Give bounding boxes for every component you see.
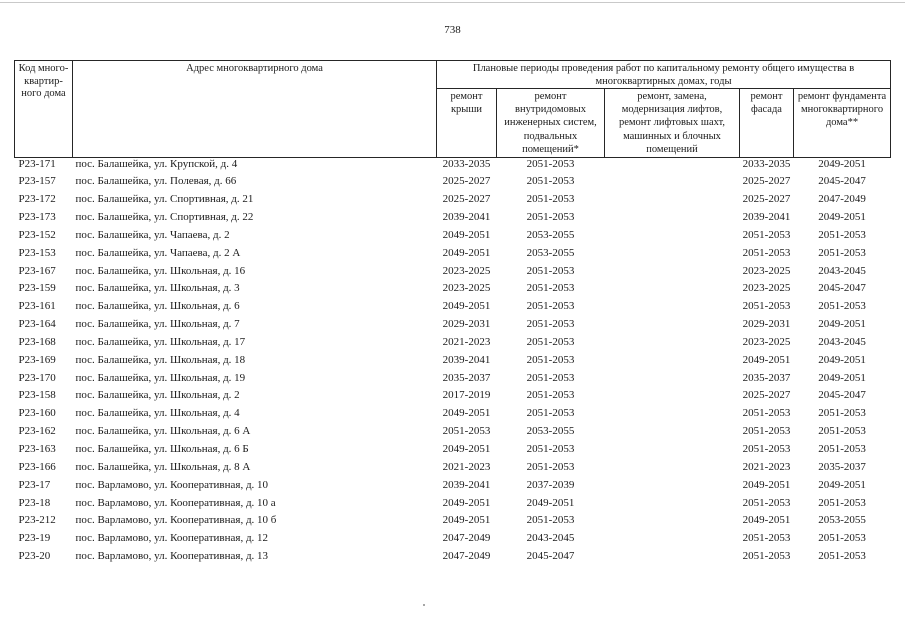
- cell-elevators: [605, 425, 740, 443]
- cell-foundation: 2051-2053: [818, 407, 866, 420]
- table-body: [15, 158, 891, 568]
- header-line: ремонт: [450, 91, 483, 102]
- cell-roof: 2049-2051: [442, 246, 491, 259]
- cell-elevators: [605, 300, 740, 318]
- cell-facade: 2021-2023: [742, 460, 791, 473]
- table-row: [15, 354, 891, 372]
- cell-systems: 2051-2053: [526, 460, 575, 473]
- cell-roof: 2047-2049: [442, 550, 491, 563]
- cell-code: P23-169: [18, 353, 56, 366]
- table-row: [15, 158, 891, 176]
- cell-address: пос. Балашейка, ул. Школьная, д. 6 Б: [75, 443, 249, 455]
- cell-foundation: 2045-2047: [818, 175, 866, 188]
- cell-foundation: 2047-2049: [818, 193, 866, 206]
- cell-facade: 2051-2053: [742, 425, 791, 438]
- header-line: многоквартирных домах, годы: [595, 75, 732, 87]
- cell-elevators: [605, 265, 740, 283]
- cell-roof: 2039-2041: [442, 211, 491, 224]
- cell-foundation: 2051-2053: [818, 532, 866, 545]
- cell-roof: 2033-2035: [442, 158, 491, 170]
- cell-address: пос. Балашейка, ул. Школьная, д. 19: [75, 371, 246, 384]
- header-line: крыши: [450, 104, 483, 116]
- cell-elevators: [605, 514, 740, 532]
- cell-facade: 2023-2025: [742, 264, 791, 277]
- cell-systems: 2051-2053: [526, 318, 575, 331]
- header-line: помещений: [646, 143, 698, 155]
- header-line: квартир-: [24, 75, 63, 87]
- cell-code: P23-168: [18, 335, 56, 348]
- cell-code: P23-17: [18, 478, 51, 491]
- header-line: модернизация лифтов,: [621, 104, 723, 116]
- cell-elevators: [605, 497, 740, 515]
- header-row: [15, 61, 891, 89]
- header-line: помещений*: [522, 143, 579, 155]
- cell-address: пос. Варламово, ул. Кооперативная, д. 10: [75, 478, 269, 491]
- header-line: ремонт: [534, 91, 567, 102]
- cell-roof: 2039-2041: [442, 478, 491, 491]
- cell-systems: 2051-2053: [526, 158, 575, 170]
- cell-facade: 2039-2041: [742, 211, 791, 224]
- header-line: Плановые периоды проведения работ по капитальному ремонту общего имущества в: [472, 63, 855, 74]
- cell-foundation: 2051-2053: [818, 425, 866, 438]
- cell-address: пос. Балашейка, ул. Школьная, д. 8 А: [75, 460, 251, 473]
- cell-roof: 2035-2037: [442, 371, 491, 384]
- cell-code: P23-152: [18, 228, 56, 241]
- cell-code: P23-159: [18, 282, 56, 295]
- cell-facade: 2051-2053: [742, 300, 791, 313]
- cell-elevators: [605, 211, 740, 229]
- cell-code: P23-20: [18, 550, 51, 563]
- table-row: [15, 389, 891, 407]
- cell-facade: 2051-2053: [742, 532, 791, 545]
- table-row: [15, 372, 891, 390]
- cell-code: P23-164: [18, 318, 56, 331]
- cell-roof: 2021-2023: [442, 460, 491, 473]
- cell-code: P23-172: [18, 193, 56, 206]
- page-number: 738: [444, 24, 461, 36]
- cell-systems: 2051-2053: [526, 335, 575, 348]
- header-line: дома**: [825, 117, 859, 129]
- cell-facade: 2051-2053: [742, 228, 791, 241]
- cell-elevators: [605, 461, 740, 479]
- header-line: ремонт, замена,: [637, 91, 707, 102]
- cell-elevators: [605, 389, 740, 407]
- cell-foundation: 2049-2051: [818, 158, 866, 170]
- table-row: [15, 175, 891, 193]
- cell-roof: 2047-2049: [442, 532, 491, 545]
- cell-foundation: 2053-2055: [818, 514, 866, 527]
- cell-systems: 2051-2053: [526, 389, 575, 402]
- header-line: ного дома: [21, 88, 66, 99]
- cell-elevators: [605, 318, 740, 336]
- cell-code: P23-19: [18, 532, 51, 545]
- header-line: ремонт фундамента: [797, 91, 887, 102]
- cell-elevators: [605, 158, 740, 176]
- cell-facade: 2025-2027: [742, 193, 791, 206]
- table-row: [15, 282, 891, 300]
- cell-foundation: 2049-2051: [818, 478, 866, 491]
- cell-systems: 2037-2039: [526, 478, 575, 491]
- cell-facade: 2051-2053: [742, 443, 791, 455]
- cell-address: пос. Варламово, ул. Кооперативная, д. 13: [75, 550, 269, 563]
- cell-facade: 2033-2035: [742, 158, 791, 170]
- cell-facade: 2025-2027: [742, 175, 791, 188]
- cell-code: P23-157: [18, 175, 56, 188]
- cell-facade: 2049-2051: [742, 478, 791, 491]
- cell-systems: 2051-2053: [526, 175, 575, 188]
- cell-elevators: [605, 407, 740, 425]
- header-foundation-repair: [794, 89, 891, 158]
- table-row: [15, 407, 891, 425]
- table-row: [15, 425, 891, 443]
- cell-foundation: 2049-2051: [818, 371, 866, 384]
- header-roof-repair: [437, 89, 497, 158]
- cell-roof: 2021-2023: [442, 335, 491, 348]
- cell-code: P23-212: [18, 514, 56, 527]
- cell-foundation: 2049-2051: [818, 353, 866, 366]
- cell-foundation: 2051-2053: [818, 300, 866, 313]
- cell-address: пос. Балашейка, ул. Спортивная, д. 22: [75, 211, 254, 224]
- cell-code: P23-173: [18, 211, 56, 224]
- scan-edge-line: [0, 2, 905, 3]
- cell-roof: 2049-2051: [442, 496, 491, 509]
- cell-foundation: 2035-2037: [818, 460, 866, 473]
- table-row: [15, 550, 891, 568]
- cell-systems: 2051-2053: [526, 282, 575, 295]
- cell-code: P23-171: [18, 158, 56, 170]
- cell-elevators: [605, 229, 740, 247]
- cell-roof: 2039-2041: [442, 353, 491, 366]
- cell-roof: 2049-2051: [442, 228, 491, 241]
- cell-systems: 2051-2053: [526, 193, 575, 206]
- cell-systems: 2053-2055: [526, 425, 575, 438]
- header-building-code: [15, 61, 73, 158]
- cell-code: P23-161: [18, 300, 56, 313]
- capital-repair-schedule-table: [14, 60, 891, 568]
- cell-systems: 2051-2053: [526, 300, 575, 313]
- header-systems-repair: [497, 89, 605, 158]
- cell-facade: 2049-2051: [742, 514, 791, 527]
- cell-systems: 2051-2053: [526, 353, 575, 366]
- cell-code: P23-18: [18, 496, 51, 509]
- cell-foundation: 2051-2053: [818, 443, 866, 455]
- cell-foundation: 2045-2047: [818, 282, 866, 295]
- cell-roof: 2049-2051: [442, 443, 491, 455]
- header-line: подвальных: [523, 130, 578, 142]
- cell-foundation: 2045-2047: [818, 389, 866, 402]
- cell-address: пос. Балашейка, ул. Школьная, д. 16: [75, 264, 246, 277]
- header-address: Адрес многоквартирного дома: [73, 61, 437, 158]
- cell-systems: 2049-2051: [526, 496, 575, 509]
- cell-address: пос. Варламово, ул. Кооперативная, д. 10 б: [75, 514, 277, 527]
- scan-speck: [423, 604, 425, 606]
- cell-roof: 2023-2025: [442, 264, 491, 277]
- header-line: фасада: [751, 104, 782, 116]
- cell-roof: 2023-2025: [442, 282, 491, 295]
- cell-systems: 2051-2053: [526, 264, 575, 277]
- cell-address: пос. Балашейка, ул. Спортивная, д. 21: [75, 193, 254, 206]
- cell-systems: 2051-2053: [526, 407, 575, 420]
- header-line: Код много-: [18, 63, 69, 74]
- cell-foundation: 2043-2045: [818, 335, 866, 348]
- cell-roof: 2049-2051: [442, 514, 491, 527]
- cell-facade: 2051-2053: [742, 496, 791, 509]
- cell-facade: 2025-2027: [742, 389, 791, 402]
- cell-elevators: [605, 532, 740, 550]
- table-row: [15, 247, 891, 265]
- cell-roof: 2025-2027: [442, 175, 491, 188]
- cell-address: пос. Балашейка, ул. Школьная, д. 6 А: [75, 425, 251, 438]
- cell-roof: 2017-2019: [442, 389, 491, 402]
- table-row: [15, 336, 891, 354]
- cell-roof: 2029-2031: [442, 318, 491, 331]
- cell-address: пос. Балашейка, ул. Школьная, д. 18: [75, 353, 246, 366]
- cell-foundation: 2051-2053: [818, 550, 866, 563]
- cell-code: P23-162: [18, 425, 56, 438]
- cell-facade: 2023-2025: [742, 282, 791, 295]
- table-row: [15, 461, 891, 479]
- cell-roof: 2049-2051: [442, 300, 491, 313]
- cell-address: пос. Балашейка, ул. Крупской, д. 4: [75, 158, 238, 170]
- cell-elevators: [605, 193, 740, 211]
- cell-facade: 2051-2053: [742, 407, 791, 420]
- cell-foundation: 2049-2051: [818, 211, 866, 224]
- table-row: [15, 300, 891, 318]
- table-row: [15, 479, 891, 497]
- cell-elevators: [605, 479, 740, 497]
- cell-address: пос. Балашейка, ул. Чапаева, д. 2: [75, 228, 230, 241]
- header-line: ремонт: [750, 91, 783, 102]
- header-line: многоквартирного: [800, 104, 884, 116]
- table-row: [15, 193, 891, 211]
- cell-foundation: 2049-2051: [818, 318, 866, 331]
- table-row: [15, 497, 891, 515]
- cell-elevators: [605, 443, 740, 461]
- cell-code: P23-153: [18, 246, 56, 259]
- table-row: [15, 318, 891, 336]
- cell-address: пос. Балашейка, ул. Школьная, д. 17: [75, 335, 246, 348]
- cell-elevators: [605, 354, 740, 372]
- table-row: [15, 229, 891, 247]
- cell-systems: 2051-2053: [526, 211, 575, 224]
- cell-systems: 2053-2055: [526, 246, 575, 259]
- cell-foundation: 2051-2053: [818, 496, 866, 509]
- cell-facade: 2023-2025: [742, 335, 791, 348]
- cell-address: пос. Балашейка, ул. Школьная, д. 7: [75, 318, 240, 331]
- cell-foundation: 2051-2053: [818, 228, 866, 241]
- header-line: машинных и блочных: [623, 130, 721, 142]
- cell-systems: 2043-2045: [526, 532, 575, 545]
- cell-address: пос. Балашейка, ул. Школьная, д. 3: [75, 282, 240, 295]
- table-row: [15, 211, 891, 229]
- header-line: инженерных систем,: [504, 117, 597, 129]
- table-row: [15, 443, 891, 461]
- cell-facade: 2051-2053: [742, 550, 791, 563]
- header-line: внутридомовых: [515, 104, 586, 116]
- cell-elevators: [605, 175, 740, 193]
- table-row: [15, 514, 891, 532]
- cell-address: пос. Балашейка, ул. Школьная, д. 6: [75, 300, 240, 313]
- cell-systems: 2053-2055: [526, 228, 575, 241]
- cell-address: пос. Балашейка, ул. Полевая, д. 66: [75, 175, 237, 188]
- table-row: [15, 265, 891, 283]
- cell-address: пос. Балашейка, ул. Школьная, д. 2: [75, 389, 240, 402]
- cell-code: P23-166: [18, 460, 56, 473]
- cell-code: P23-158: [18, 389, 56, 402]
- cell-address: пос. Варламово, ул. Кооперативная, д. 12: [75, 532, 269, 545]
- header-line: ремонт лифтовых шахт,: [618, 117, 726, 129]
- header-facade-repair: [740, 89, 794, 158]
- cell-elevators: [605, 282, 740, 300]
- header-planned-periods: [437, 61, 891, 89]
- cell-foundation: 2051-2053: [818, 246, 866, 259]
- cell-systems: 2051-2053: [526, 514, 575, 527]
- cell-code: P23-160: [18, 407, 56, 420]
- cell-foundation: 2043-2045: [818, 264, 866, 277]
- cell-elevators: [605, 247, 740, 265]
- cell-systems: 2051-2053: [526, 371, 575, 384]
- cell-code: P23-170: [18, 371, 56, 384]
- cell-facade: 2035-2037: [742, 371, 791, 384]
- header-elevator-repair: [605, 89, 740, 158]
- table-header: [15, 61, 891, 158]
- cell-address: пос. Варламово, ул. Кооперативная, д. 10 а: [75, 496, 276, 509]
- cell-address: пос. Балашейка, ул. Школьная, д. 4: [75, 407, 240, 420]
- cell-roof: 2049-2051: [442, 407, 491, 420]
- cell-roof: 2025-2027: [442, 193, 491, 206]
- cell-elevators: [605, 336, 740, 354]
- cell-elevators: [605, 550, 740, 568]
- cell-facade: 2029-2031: [742, 318, 791, 331]
- cell-code: P23-163: [18, 443, 56, 455]
- cell-facade: 2051-2053: [742, 246, 791, 259]
- cell-elevators: [605, 372, 740, 390]
- cell-roof: 2051-2053: [442, 425, 491, 438]
- cell-facade: 2049-2051: [742, 353, 791, 366]
- cell-systems: 2051-2053: [526, 443, 575, 455]
- table-row: [15, 532, 891, 550]
- cell-systems: 2045-2047: [526, 550, 575, 563]
- cell-code: P23-167: [18, 264, 56, 277]
- cell-address: пос. Балашейка, ул. Чапаева, д. 2 А: [75, 246, 241, 259]
